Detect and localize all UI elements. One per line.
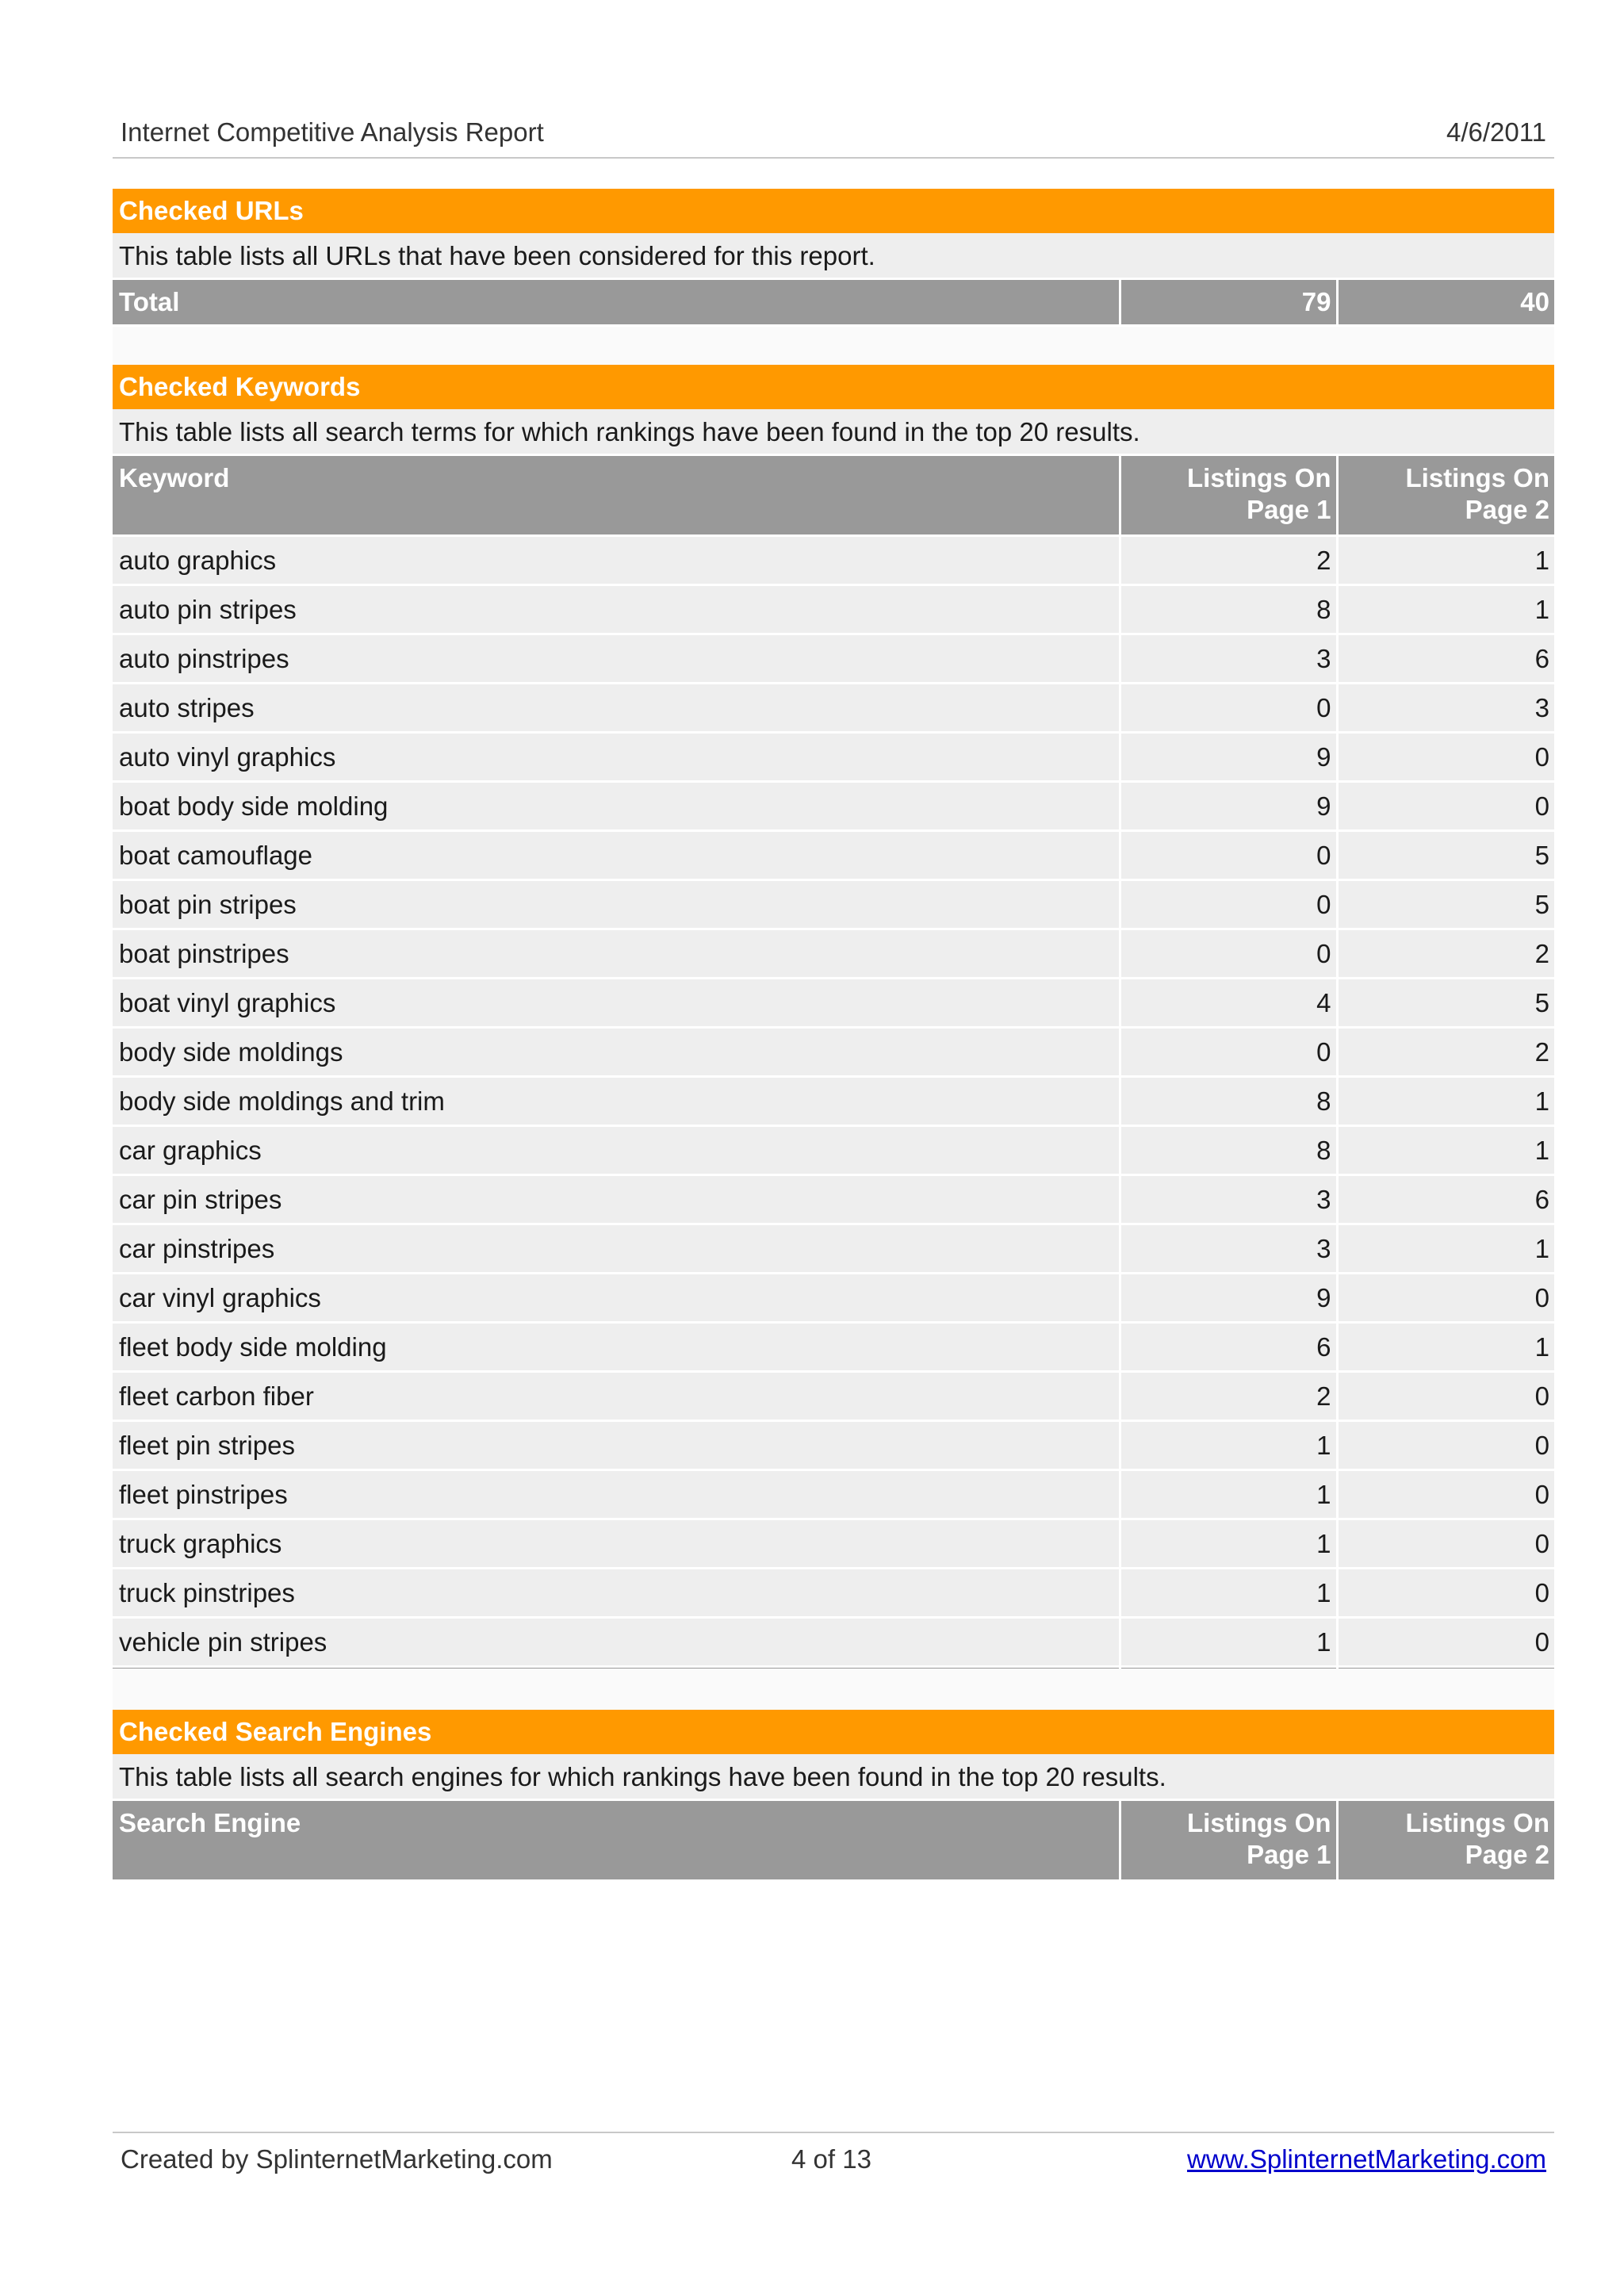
table-row bbox=[113, 1568, 1554, 1617]
page2-count: 2 bbox=[1337, 929, 1554, 978]
keyword-cell: fleet body side molding bbox=[113, 1322, 1120, 1371]
keyword-cell: auto vinyl graphics bbox=[113, 732, 1120, 781]
keyword-cell: auto pin stripes bbox=[113, 584, 1120, 634]
table-row bbox=[113, 1420, 1554, 1469]
section-spacer bbox=[113, 327, 1554, 365]
column-header-page2: Listings On Page 2 bbox=[1337, 1801, 1554, 1880]
keyword-cell: truck graphics bbox=[113, 1519, 1120, 1568]
table-row bbox=[113, 1273, 1554, 1322]
page1-count: 0 bbox=[1120, 683, 1337, 732]
page2-count: 0 bbox=[1337, 1617, 1554, 1666]
column-header-page2: Listings On Page 2 bbox=[1337, 456, 1554, 535]
table-row bbox=[113, 1519, 1554, 1568]
page1-count: 1 bbox=[1120, 1519, 1337, 1568]
table-row bbox=[113, 683, 1554, 732]
page1-count: 0 bbox=[1120, 830, 1337, 879]
table-row bbox=[113, 634, 1554, 683]
table-row bbox=[113, 1027, 1554, 1076]
table-row bbox=[113, 584, 1554, 634]
page-number: 4 of 13 bbox=[791, 2144, 871, 2174]
page1-count: 9 bbox=[1120, 1273, 1337, 1322]
page2-count: 1 bbox=[1337, 535, 1554, 584]
total-row bbox=[113, 280, 1554, 324]
table-row bbox=[113, 1469, 1554, 1519]
page1-count: 8 bbox=[1120, 1125, 1337, 1174]
page2-count: 0 bbox=[1337, 1568, 1554, 1617]
keyword-cell: body side moldings and trim bbox=[113, 1076, 1120, 1125]
page2-count: 1 bbox=[1337, 1125, 1554, 1174]
section-description: This table lists all search engines for which rankings have been found in the top 20 results. bbox=[113, 1754, 1554, 1801]
checked-search-engines-section bbox=[113, 1710, 1554, 1882]
page1-count: 1 bbox=[1120, 1568, 1337, 1617]
keyword-cell: truck pinstripes bbox=[113, 1568, 1120, 1617]
page-header bbox=[113, 111, 1554, 159]
keyword-cell: car pinstripes bbox=[113, 1224, 1120, 1273]
keyword-cell: car pin stripes bbox=[113, 1174, 1120, 1224]
keyword-cell: boat pinstripes bbox=[113, 929, 1120, 978]
page1-count: 1 bbox=[1120, 1469, 1337, 1519]
page2-count: 6 bbox=[1337, 634, 1554, 683]
table-row bbox=[113, 929, 1554, 978]
total-page1: 79 bbox=[1120, 280, 1337, 324]
column-header-keyword: Keyword bbox=[113, 456, 1120, 535]
page1-count: 1 bbox=[1120, 1617, 1337, 1666]
page2-count: 5 bbox=[1337, 978, 1554, 1027]
section-description: This table lists all URLs that have been considered for this report. bbox=[113, 233, 1554, 280]
table-row bbox=[113, 1076, 1554, 1125]
page2-count: 5 bbox=[1337, 879, 1554, 929]
page1-count: 2 bbox=[1120, 535, 1337, 584]
keyword-cell: auto graphics bbox=[113, 535, 1120, 584]
table-row bbox=[113, 535, 1554, 584]
page1-count: 1 bbox=[1120, 1420, 1337, 1469]
keyword-cell: car graphics bbox=[113, 1125, 1120, 1174]
keywords-table-body bbox=[113, 535, 1554, 1666]
checked-keywords-section bbox=[113, 365, 1554, 1712]
table-header-row bbox=[113, 456, 1554, 535]
page1-count: 3 bbox=[1120, 634, 1337, 683]
keyword-cell: boat camouflage bbox=[113, 830, 1120, 879]
website-link[interactable]: www.SplinternetMarketing.com bbox=[1186, 2144, 1546, 2174]
page1-count: 0 bbox=[1120, 879, 1337, 929]
page2-count: 0 bbox=[1337, 1273, 1554, 1322]
table-row bbox=[113, 1174, 1554, 1224]
keyword-cell: boat pin stripes bbox=[113, 879, 1120, 929]
report-title: Internet Competitive Analysis Report bbox=[121, 117, 544, 147]
page2-count: 1 bbox=[1337, 584, 1554, 634]
page1-count: 3 bbox=[1120, 1224, 1337, 1273]
table-row bbox=[113, 1224, 1554, 1273]
section-description: This table lists all search terms for which rankings have been found in the top 20 results. bbox=[113, 409, 1554, 456]
table-row bbox=[113, 879, 1554, 929]
total-page2: 40 bbox=[1337, 280, 1554, 324]
keyword-cell: vehicle pin stripes bbox=[113, 1617, 1120, 1666]
table-row bbox=[113, 978, 1554, 1027]
page1-count: 9 bbox=[1120, 781, 1337, 830]
page2-count: 1 bbox=[1337, 1224, 1554, 1273]
urls-table bbox=[113, 280, 1554, 324]
report-date: 4/6/2011 bbox=[1446, 117, 1546, 147]
page2-count: 0 bbox=[1337, 1519, 1554, 1568]
total-label: Total bbox=[113, 280, 1120, 324]
created-by-text: Created by SplinternetMarketing.com bbox=[121, 2144, 553, 2174]
keyword-cell: body side moldings bbox=[113, 1027, 1120, 1076]
page2-count: 5 bbox=[1337, 830, 1554, 879]
section-title: Checked Keywords bbox=[113, 365, 1554, 409]
section-title: Checked Search Engines bbox=[113, 1710, 1554, 1754]
page2-count: 0 bbox=[1337, 1469, 1554, 1519]
table-row bbox=[113, 1322, 1554, 1371]
page1-count: 9 bbox=[1120, 732, 1337, 781]
keyword-cell: fleet pinstripes bbox=[113, 1469, 1120, 1519]
page1-count: 2 bbox=[1120, 1371, 1337, 1420]
search-engines-table bbox=[113, 1801, 1554, 1882]
keywords-table bbox=[113, 456, 1554, 1712]
table-row bbox=[113, 1371, 1554, 1420]
keyword-cell: auto pinstripes bbox=[113, 634, 1120, 683]
page2-count: 0 bbox=[1337, 732, 1554, 781]
keyword-cell: boat body side molding bbox=[113, 781, 1120, 830]
page2-count: 0 bbox=[1337, 1371, 1554, 1420]
section-spacer bbox=[113, 1669, 1554, 1710]
page1-count: 0 bbox=[1120, 1027, 1337, 1076]
page2-count: 2 bbox=[1337, 1027, 1554, 1076]
checked-urls-section bbox=[113, 189, 1554, 324]
page1-count: 8 bbox=[1120, 1076, 1337, 1125]
table-row bbox=[113, 1617, 1554, 1666]
column-header-page1: Listings On Page 1 bbox=[1120, 456, 1337, 535]
page1-count: 3 bbox=[1120, 1174, 1337, 1224]
table-row bbox=[113, 1125, 1554, 1174]
section-title: Checked URLs bbox=[113, 189, 1554, 233]
keyword-cell: auto stripes bbox=[113, 683, 1120, 732]
page-footer bbox=[113, 2132, 1554, 2181]
page2-count: 3 bbox=[1337, 683, 1554, 732]
page1-count: 6 bbox=[1120, 1322, 1337, 1371]
page1-count: 8 bbox=[1120, 584, 1337, 634]
column-header-search-engine: Search Engine bbox=[113, 1801, 1120, 1880]
column-header-page1: Listings On Page 1 bbox=[1120, 1801, 1337, 1880]
keyword-cell: fleet pin stripes bbox=[113, 1420, 1120, 1469]
keyword-cell: boat vinyl graphics bbox=[113, 978, 1120, 1027]
page2-count: 6 bbox=[1337, 1174, 1554, 1224]
page2-count: 0 bbox=[1337, 1420, 1554, 1469]
page1-count: 4 bbox=[1120, 978, 1337, 1027]
keyword-cell: fleet carbon fiber bbox=[113, 1371, 1120, 1420]
table-row bbox=[113, 732, 1554, 781]
table-row bbox=[113, 781, 1554, 830]
page2-count: 0 bbox=[1337, 781, 1554, 830]
table-row bbox=[113, 830, 1554, 879]
page2-count: 1 bbox=[1337, 1076, 1554, 1125]
page2-count: 1 bbox=[1337, 1322, 1554, 1371]
keyword-cell: car vinyl graphics bbox=[113, 1273, 1120, 1322]
page1-count: 0 bbox=[1120, 929, 1337, 978]
table-header-row bbox=[113, 1801, 1554, 1880]
